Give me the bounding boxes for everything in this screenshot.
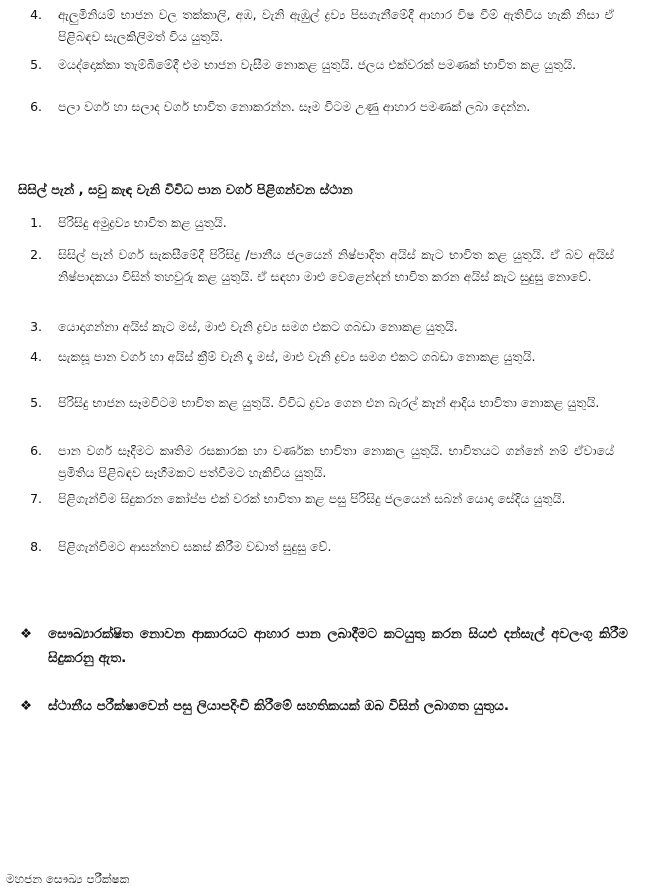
- item-number: 6.: [30, 443, 42, 458]
- item-text: පිරිසිදු අමුද්‍රව්‍ය භාවිත කළ යුතුයි.: [58, 215, 227, 230]
- item-number: 6.: [30, 99, 42, 114]
- item-text: පලා වර්ග හා සලාද වර්ග භාවිත නොකරන්න. සෑම විටම උණු ආහාර පමණක් ලබා දෙන්න.: [58, 99, 531, 114]
- item-number: 8.: [30, 539, 42, 554]
- item-text: පිළිගැන්වීම සිදුකරන කෝප්ප එක් වරක් භාවිතා කළ පසු පිරිසිදු ජලයෙන් සබන් යොදා සේදිය යුතුයි.: [58, 491, 566, 506]
- note-text: සෞඛ්‍යාරක්ෂිත නොවන ආකාරයට ආහාර පාන ලබාදීමට කටයුතු කරන සියළු දන්සැල් අවලංගු කිරීම සිදුකරනු ඇත.: [48, 626, 628, 666]
- item-text: පිරිසිදු භාජන සෑමවිටම භාවිත කළ යුතුයි. විවිධ ද්‍රව්‍ය ගෙන එන බැරල් කෑන් ආදිය භාවිතා නොකළ යුතුයි.: [58, 395, 600, 410]
- signature-title: මහජන සෞඛ්‍ය පරීක්ෂක: [6, 872, 130, 886]
- diamond-bullet-icon: ❖: [20, 698, 33, 714]
- item-number: 3.: [30, 319, 42, 334]
- note-item: [20, 694, 630, 748]
- note-item: [20, 622, 630, 676]
- item-number: 1.: [30, 215, 42, 230]
- item-text: සැකසූ පාන වර්ග හා අයිස් ක්‍රීම් වැනි දෑ මස්, මාළු වැනි ද්‍රව්‍ය සමග එකට ගබඩා නොකළ යුතුයි.: [58, 349, 536, 364]
- section-heading: සිසිල් පැන් , සවු කැඳ වැනි විවිධ පාන වර්ග පිළිගන්වන ස්ථාන: [18, 183, 353, 198]
- section-list: [18, 212, 628, 562]
- item-text: ඇලුමිනියම් භාජන වල තක්කාලි, අඹ, වැනි ඇඹුල් ද්‍රව්‍ය පිසගැනීමේදී ආහාර විෂ වීම් ඇතිවිය හැකි නිසා ඒ පිළිබඳව සැලකිලිමත් විය යුතුයි.: [58, 7, 614, 44]
- item-text: පාන වර්ග සෑදීමට කෘතිම රසකාරක හා වර්ණක භාවිතා නොකල යුතුයි. භාවිතයට ගන්නේ නම් ඒවායේ ප්‍රමිතිය පිළිබඳව සෑහීමකට පත්වීමට හැකිවිය යුතුයි.: [58, 443, 614, 480]
- item-text: පිළිගැන්වීමට ආසන්නව සකස් කිරීම වඩාත් සුදුසු වේ.: [58, 539, 332, 554]
- item-number: 4.: [30, 349, 42, 364]
- item-number: 5.: [30, 57, 42, 72]
- item-number: 4.: [30, 7, 42, 22]
- note-text: ස්ථානීය පරීක්ෂාවෙන් පසු ලියාපදිංචි කිරීමේ සහතිකයක් ඔබ විසින් ලබාගත යුතුය.: [48, 698, 509, 714]
- top-list: [18, 4, 628, 144]
- item-text: යොදාගන්නා අයිස් කැට මස්, මාළු වැනි ද්‍රව්‍ය සමග එකට ගබඩා නොකළ යුතුයි.: [58, 319, 458, 334]
- item-text: මයද්දොක්කා තැම්බීමේදී එම භාජන වැසීම නොකළ යුතුයි. ජලය එක්වරක් පමණක් භාවිත කළ යුතුයි.: [58, 57, 577, 72]
- item-text: සිසිල් පැන් වර්ග සැකසීමේදී පිරිසිදු /පානීය ජලයෙන් නිෂ්පාදිත අයිස් කැට භාවිත කළ යුතුයි. ඒ බව අයිස් නිෂ්පාදකයා විසින් තහවුරු කළ යුතුයි. ඒ සඳහා මාළු වෙළෙන්දන් භාවිත කරන අයිස් කැට සුදුසු නොවේ.: [58, 247, 614, 284]
- item-number: 7.: [30, 491, 42, 506]
- item-number: 2.: [30, 247, 42, 262]
- diamond-bullet-icon: ❖: [20, 626, 33, 642]
- item-number: 5.: [30, 395, 42, 410]
